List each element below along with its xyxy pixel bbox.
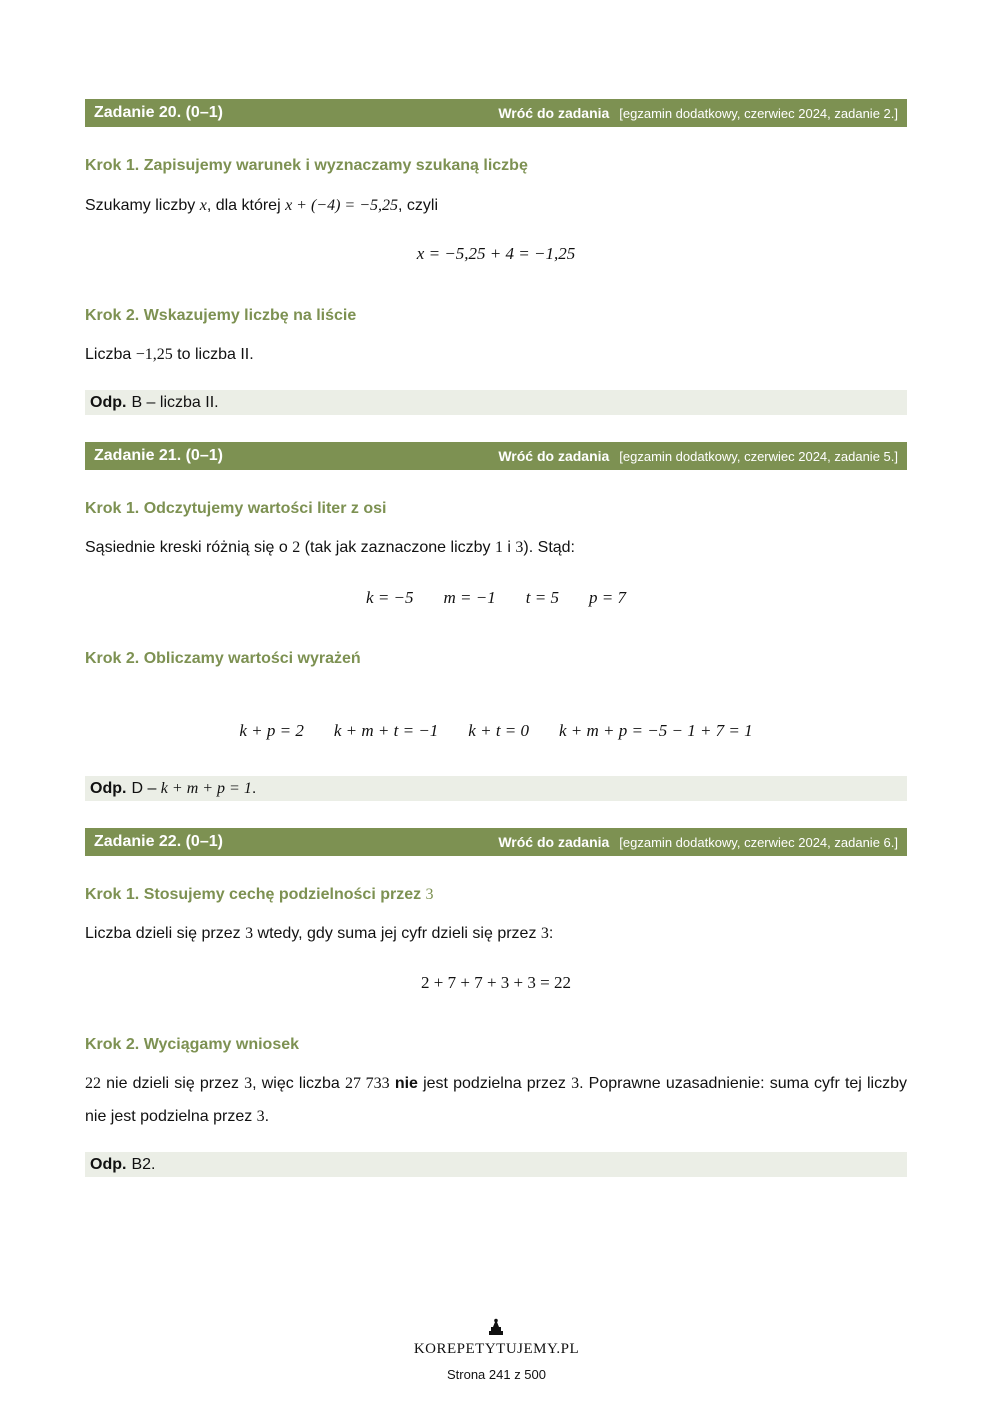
text: jest podzielna przez — [417, 1075, 572, 1092]
task-21-values — [85, 588, 907, 608]
task-22-paragraph-1 — [85, 917, 907, 950]
text: wtedy, gdy suma jej cyfr dzieli się przez — [253, 925, 541, 942]
text: . Poprawne uzasadnienie: suma cyfr tej liczby nie jest podzielna przez — [85, 1075, 907, 1125]
task-20-title: Zadanie 20. (0–1) — [94, 104, 223, 121]
task-20-paragraph-1 — [85, 189, 907, 222]
page-number: Strona 241 z 500 — [446, 1367, 547, 1382]
answer-text: B – liczba II. — [131, 393, 219, 411]
math-equation: x + (−4) = −5,25 — [285, 197, 399, 214]
text: : — [548, 925, 554, 942]
expression: k + m + t = −1 — [333, 721, 439, 740]
answer-math: k + m + p = 1 — [160, 779, 252, 797]
task-22-title: Zadanie 22. (0–1) — [94, 833, 223, 850]
answer-text: D – — [131, 779, 157, 797]
brand-name[interactable]: KOREPETYTUJEMY.PL — [413, 1341, 580, 1357]
math-number: 3 — [244, 1075, 253, 1092]
task-21-header — [85, 442, 907, 470]
answer-text: . — [251, 779, 257, 797]
math-number: 2 — [292, 539, 301, 556]
text: , więc liczba — [252, 1075, 345, 1092]
text: Sąsiednie kreski różnią się o — [85, 539, 293, 556]
text: Liczba dzieli się przez — [85, 925, 246, 942]
task-22-back-link[interactable]: Wróć do zadania — [498, 834, 610, 850]
math-number: −1,25 — [135, 346, 173, 363]
task-21-source: [egzamin dodatkowy, czerwiec 2024, zadanie 5.] — [619, 448, 898, 464]
task-20-answer — [85, 390, 907, 415]
text: Krok 1. Stosujemy cechę podzielności przez — [85, 886, 426, 903]
task-21-step-2: Krok 2. Obliczamy wartości wyrażeń — [85, 650, 361, 667]
text: nie dzieli się przez — [101, 1075, 245, 1092]
math-number: 1 — [494, 539, 503, 556]
answer-text: B2. — [131, 1155, 156, 1173]
task-22-header — [85, 828, 907, 856]
task-22-step-2: Krok 2. Wyciągamy wniosek — [85, 1036, 300, 1053]
task-21-answer — [85, 776, 907, 801]
value-p: p = 7 — [588, 588, 626, 607]
value-k: k = −5 — [366, 588, 414, 607]
expression: k + m + p = −5 − 1 + 7 = 1 — [559, 721, 753, 740]
math-number: 3 — [571, 1075, 580, 1092]
answer-label: Odp. — [90, 393, 127, 411]
task-20-paragraph-2 — [85, 338, 907, 371]
math-x: x — [199, 197, 207, 214]
text: , czyli — [398, 197, 439, 214]
math-number: 3 — [425, 886, 434, 903]
task-21-title: Zadanie 21. (0–1) — [94, 447, 223, 464]
answer-label: Odp. — [90, 1155, 127, 1173]
task-20-source: [egzamin dodatkowy, czerwiec 2024, zadanie 2.] — [619, 105, 898, 121]
task-20-step-2: Krok 2. Wskazujemy liczbę na liście — [85, 307, 357, 324]
text: Liczba — [85, 346, 136, 363]
math-number: 3 — [256, 1108, 265, 1125]
text: to liczba II. — [172, 346, 254, 363]
math-number: 3 — [245, 925, 254, 942]
task-21-step-1: Krok 1. Odczytujemy wartości liter z osi — [85, 500, 387, 517]
book-lamp-icon — [486, 1318, 506, 1336]
text: (tak jak zaznaczone liczby — [300, 539, 495, 556]
text: . — [264, 1108, 270, 1125]
bold-text: nie — [394, 1075, 418, 1092]
math-number: 3 — [515, 539, 524, 556]
expression: k + p = 2 — [239, 721, 304, 740]
answer-label: Odp. — [90, 779, 127, 797]
math-number: 3 — [540, 925, 549, 942]
task-22-source: [egzamin dodatkowy, czerwiec 2024, zadanie 6.] — [619, 834, 898, 850]
task-20-formula: x = −5,25 + 4 = −1,25 — [416, 244, 576, 263]
task-22-formula: 2 + 7 + 7 + 3 + 3 = 22 — [421, 973, 571, 992]
text: Szukamy liczby — [85, 197, 200, 214]
task-21-paragraph-1 — [85, 531, 907, 564]
text: i — [502, 539, 516, 556]
math-number: 27 733 — [344, 1075, 390, 1092]
task-21-back-link[interactable]: Wróć do zadania — [498, 448, 610, 464]
text: , dla której — [206, 197, 286, 214]
value-t: t = 5 — [525, 588, 559, 607]
value-m: m = −1 — [443, 588, 496, 607]
math-number: 22 — [85, 1075, 101, 1092]
task-22-step-1 — [85, 886, 434, 904]
task-21-expressions — [85, 721, 907, 741]
expression: k + t = 0 — [468, 721, 530, 740]
text: ). Stąd: — [523, 539, 575, 556]
task-20-header — [85, 99, 907, 127]
task-22-answer — [85, 1152, 907, 1177]
task-22-paragraph-2 — [85, 1067, 907, 1133]
task-20-step-1: Krok 1. Zapisujemy warunek i wyznaczamy szukaną liczbę — [85, 157, 528, 174]
task-20-back-link[interactable]: Wróć do zadania — [498, 105, 610, 121]
